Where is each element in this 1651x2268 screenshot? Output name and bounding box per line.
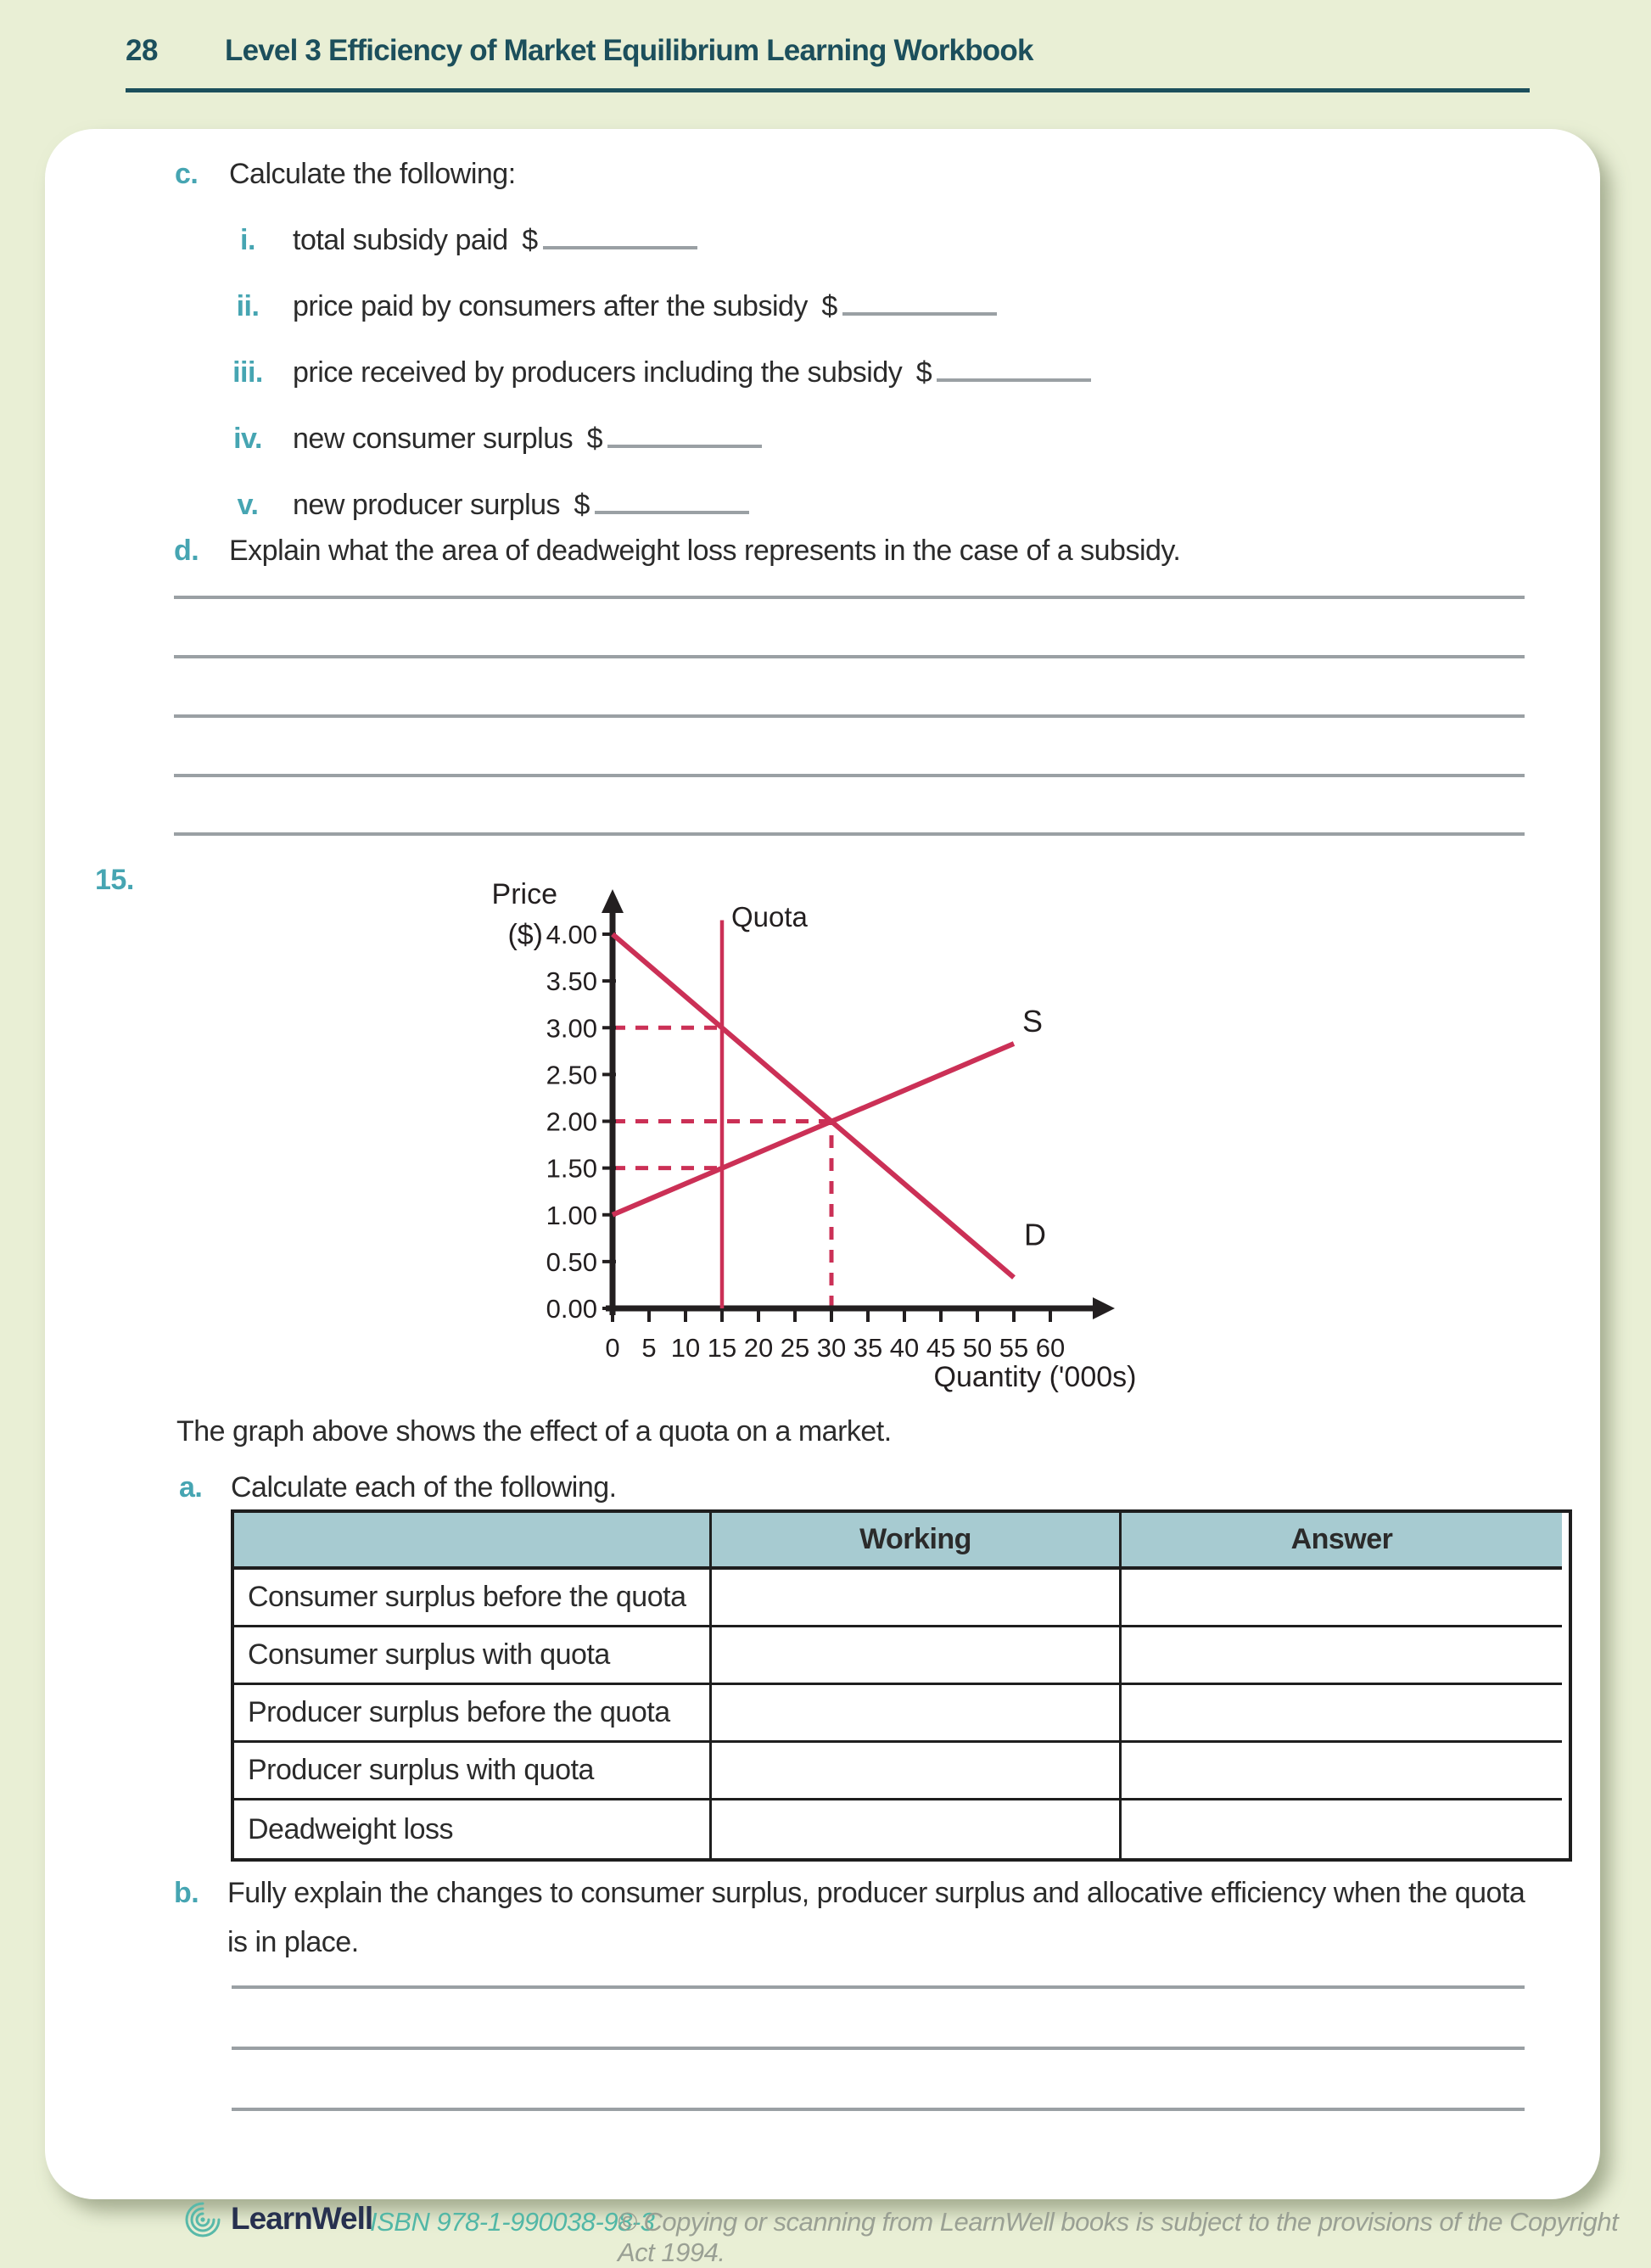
content-card	[45, 129, 1600, 2199]
svg-text:1.00: 1.00	[546, 1200, 597, 1230]
footer-isbn: ISBN 978-1-990038-98-3	[370, 2207, 655, 2237]
table-working-cell[interactable]	[712, 1685, 1122, 1743]
table-answer-cell[interactable]	[1122, 1570, 1562, 1627]
c-item-text: price received by producers including the subsidy $	[293, 356, 1091, 389]
svg-text:3.50: 3.50	[546, 966, 597, 997]
svg-text:15: 15	[707, 1333, 737, 1363]
table-header-cell: Working	[712, 1513, 1122, 1570]
svg-text:30: 30	[816, 1333, 847, 1363]
part-a-marker: a.	[179, 1471, 203, 1504]
table-working-cell[interactable]	[712, 1570, 1122, 1627]
table-answer-cell[interactable]	[1122, 1627, 1562, 1685]
svg-text:D: D	[1024, 1217, 1046, 1252]
table-answer-cell[interactable]	[1122, 1685, 1562, 1743]
table-row-label: Producer surplus with quota	[234, 1743, 712, 1800]
question-15-number: 15.	[95, 864, 134, 896]
table-answer-cell[interactable]	[1122, 1800, 1562, 1858]
learnwell-logo-icon	[182, 2199, 223, 2240]
c-item-text: new consumer surplus $	[293, 423, 762, 456]
table-working-cell[interactable]	[712, 1743, 1122, 1800]
svg-text:Price: Price	[491, 878, 557, 910]
svg-text:0.50: 0.50	[546, 1246, 597, 1277]
table-header-cell	[234, 1513, 712, 1570]
c-item-marker: i.	[240, 224, 255, 256]
svg-text:S: S	[1022, 1003, 1044, 1039]
svg-text:35: 35	[853, 1333, 883, 1363]
svg-text:Quantity ('000s): Quantity ('000s)	[933, 1361, 1137, 1393]
table-row-label: Deadweight loss	[234, 1800, 712, 1858]
part-b-prompt-line2: is in place.	[227, 1926, 359, 1958]
svg-text:55: 55	[999, 1333, 1029, 1363]
working-answer-table	[231, 1509, 1572, 1862]
answer-line[interactable]	[232, 1985, 1525, 1989]
svg-text:2.50: 2.50	[546, 1060, 597, 1090]
table-row-label: Producer surplus before the quota	[234, 1685, 712, 1743]
c-item-marker: iv.	[233, 423, 262, 455]
svg-text:0.00: 0.00	[546, 1294, 597, 1324]
svg-text:50: 50	[962, 1333, 993, 1363]
svg-text:4.00: 4.00	[546, 920, 597, 949]
dollar-fill-line[interactable]	[842, 312, 997, 316]
table-row-label: Consumer surplus before the quota	[234, 1570, 712, 1627]
svg-text:25: 25	[780, 1333, 810, 1363]
dollar-fill-line[interactable]	[595, 511, 749, 514]
svg-text:20: 20	[743, 1333, 774, 1363]
part-a-prompt: Calculate each of the following.	[231, 1471, 617, 1504]
svg-text:40: 40	[889, 1333, 920, 1363]
part-b-prompt-line1: Fully explain the changes to consumer surplus, producer surplus and allocative efficiency when the quota	[227, 1877, 1525, 1909]
c-item-text: total subsidy paid $	[293, 224, 697, 257]
section-c-marker: c.	[175, 158, 199, 190]
svg-text:Quota: Quota	[731, 901, 808, 932]
dollar-fill-line[interactable]	[937, 378, 1091, 382]
answer-line[interactable]	[174, 714, 1525, 718]
section-c-prompt: Calculate the following:	[229, 158, 516, 190]
answer-line[interactable]	[232, 2047, 1525, 2050]
c-item-text: new producer surplus $	[293, 489, 749, 522]
c-item-text: price paid by consumers after the subsidy $	[293, 290, 997, 323]
section-d-marker: d.	[174, 535, 199, 567]
footer-copyright: © Copying or scanning from LearnWell books is subject to the provisions of the Copyright Act 1994.	[618, 2207, 1619, 2267]
svg-text:60: 60	[1035, 1333, 1066, 1363]
answer-line[interactable]	[174, 596, 1525, 599]
svg-text:($): ($)	[507, 919, 543, 951]
svg-text:3.00: 3.00	[546, 1013, 597, 1044]
table-answer-cell[interactable]	[1122, 1743, 1562, 1800]
c-item-marker: ii.	[236, 290, 260, 322]
table-working-cell[interactable]	[712, 1800, 1122, 1858]
table-working-cell[interactable]	[712, 1627, 1122, 1685]
page-title: Level 3 Efficiency of Market Equilibrium Learning Workbook	[225, 34, 1033, 67]
svg-text:5: 5	[641, 1333, 657, 1363]
svg-text:45: 45	[926, 1333, 956, 1363]
svg-text:2.00: 2.00	[546, 1106, 597, 1137]
header-rule	[126, 88, 1530, 92]
answer-line[interactable]	[174, 774, 1525, 777]
section-d-prompt: Explain what the area of deadweight loss represents in the case of a subsidy.	[229, 535, 1181, 567]
answer-line[interactable]	[174, 832, 1525, 836]
answer-line[interactable]	[174, 655, 1525, 658]
dollar-fill-line[interactable]	[543, 246, 697, 249]
c-item-marker: iii.	[232, 356, 263, 389]
c-item-marker: v.	[237, 489, 259, 521]
table-header-cell: Answer	[1122, 1513, 1562, 1570]
graph-caption: The graph above shows the effect of a quota on a market.	[176, 1415, 892, 1448]
page-number: 28	[126, 34, 158, 67]
svg-text:0: 0	[605, 1333, 620, 1363]
dollar-fill-line[interactable]	[607, 445, 762, 448]
answer-line[interactable]	[232, 2108, 1525, 2111]
quota-market-graph	[424, 864, 1154, 1398]
table-row-label: Consumer surplus with quota	[234, 1627, 712, 1685]
part-b-marker: b.	[174, 1877, 199, 1909]
svg-text:10: 10	[670, 1333, 701, 1363]
footer-brand: LearnWell	[231, 2201, 373, 2236]
svg-text:1.50: 1.50	[546, 1153, 597, 1184]
